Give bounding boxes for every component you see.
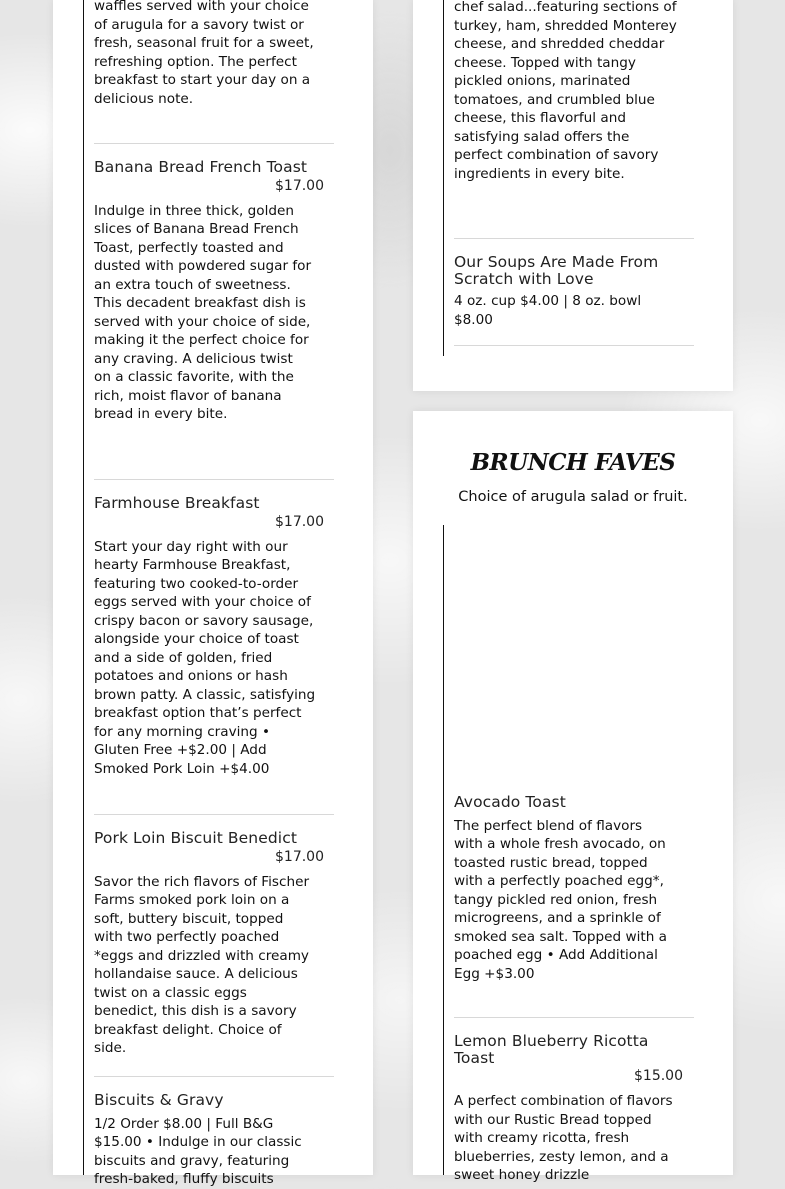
menu-card-right-top	[413, 0, 733, 391]
item-separator	[454, 345, 694, 346]
menu-item[interactable]	[94, 1092, 324, 1189]
item-description: A perfect combination of flavors with our Rustic Bread topped with creamy ricotta, fresh blueberries, zesty lemon, and a sweet honey drizzle	[454, 1093, 673, 1183]
section-subtitle: Choice of arugula salad or fruit.	[458, 489, 688, 505]
item-price: $17.00	[275, 177, 324, 194]
menu-item	[454, 0, 679, 183]
menu-item[interactable]	[94, 159, 324, 424]
item-price: $17.00	[275, 513, 324, 530]
menu-item[interactable]	[454, 254, 674, 329]
item-description: Savor the rich flavors of Fischer Farms smoked pork loin on a soft, buttery biscuit, topped with two perfectly poached *eggs and drizzled with creamy hollandaise sauce. A delicious twist on a classic eggs benedict, this dish is a savory breakfast delight. Choice of side.	[94, 873, 310, 1056]
item-description: 1/2 Order $8.00 | Full B&G $15.00 • Indulge in our classic biscuits and gravy, featuring fresh-baked, fluffy biscuits	[94, 1115, 302, 1187]
column-divider-line	[83, 0, 84, 1175]
item-name: Pork Loin Biscuit Benedict	[94, 829, 298, 847]
column-divider-line	[443, 0, 444, 356]
item-separator	[94, 1076, 334, 1077]
item-name: Lemon Blueberry Ricotta Toast	[454, 1032, 649, 1067]
item-name: Farmhouse Breakfast	[94, 494, 260, 512]
menu-card-left	[53, 0, 373, 1187]
item-name: Biscuits & Gravy	[94, 1091, 224, 1109]
item-price: $17.00	[275, 848, 324, 865]
item-separator	[94, 814, 334, 815]
item-description: chef salad...featuring sections of turkey, ham, shredded Monterey cheese, and shredded cheddar cheese. Topped with tangy pickled onions, marinated tomatoes, and crumbled blue cheese, this flavorful and satisfying salad offers the perfect combination of savory ingredients in every bite.	[454, 0, 677, 182]
item-separator	[454, 238, 694, 239]
column-divider-line	[443, 525, 444, 1175]
section-title: BRUNCH FAVES	[470, 449, 676, 476]
menu-item[interactable]	[94, 830, 324, 1058]
menu-item[interactable]	[94, 495, 324, 778]
item-name: Banana Bread French Toast	[94, 158, 308, 176]
item-separator	[94, 143, 334, 144]
item-description: The perfect blend of flavors with a whole fresh avocado, on toasted rustic bread, topped with a perfectly poached egg*, tangy pickled red onion, fresh microgreens, and a sprinkle of smoked sea salt. Topped with a poached egg • Add Additional Egg +$3.00	[454, 817, 667, 982]
menu-item[interactable]	[454, 1033, 683, 1185]
item-name: Our Soups Are Made From Scratch with Love	[454, 253, 659, 288]
item-price: $15.00	[634, 1068, 683, 1084]
item-description: 4 oz. cup $4.00 | 8 oz. bowl $8.00	[454, 293, 642, 328]
menu-item[interactable]	[454, 794, 684, 983]
item-description: Indulge in three thick, golden slices of Banana Bread French Toast, perfectly toasted and dusted with powdered sugar for an extra touch of sweetness. This decadent breakfast dish is served with your choice of side, making it the perfect choice for any craving. A delicious twist on a classic favorite, with the rich, moist flavor of banana bread in every bite.	[94, 202, 312, 422]
item-description: Start your day right with our hearty Farmhouse Breakfast, featuring two cooked-to-order eggs served with your choice of crispy bacon or savory sausage, alongside your choice of toast and a side of golden, fried potatoes and onions or hash brown patty. A classic, satisfying breakfast option that’s perfect for any morning craving • Gluten Free +$2.00 | Add Smoked Pork Loin +$4.00	[94, 538, 316, 777]
item-separator	[94, 479, 334, 480]
item-description: waffles served with your choice of arugula for a savory twist or fresh, seasonal fruit for a sweet, refreshing option. The perfect breakfast to start your day on a delicious note.	[94, 0, 314, 107]
menu-card-brunch-faves	[413, 411, 733, 1183]
menu-item	[94, 0, 319, 108]
item-separator	[454, 1017, 694, 1018]
item-name: Avocado Toast	[454, 793, 566, 811]
